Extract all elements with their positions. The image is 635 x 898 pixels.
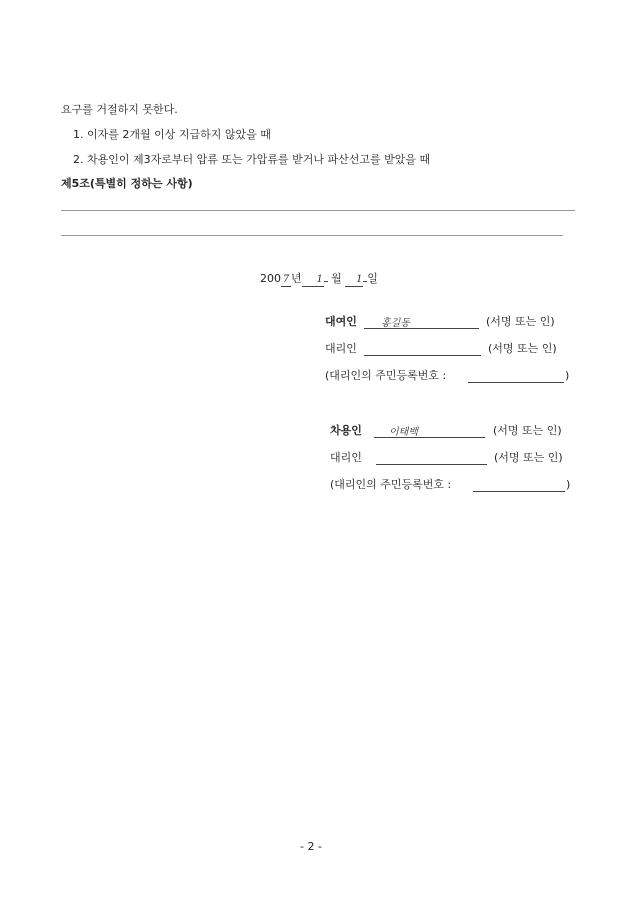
date-day-unit: 일 [367,272,378,285]
lender-agent-sign-note: (서명 또는 인) [488,342,557,355]
lender-sign-note: (서명 또는 인) [486,315,555,328]
writing-line-2 [61,235,563,236]
borrower-agent-signature-line [376,464,487,465]
page-number: - 2 - [300,840,322,853]
lender-agent-signature-line [364,355,481,356]
borrower-agent-sign-note: (서명 또는 인) [494,451,563,464]
lender-agent-id-close: ) [565,369,570,382]
borrower-sign-note: (서명 또는 인) [493,424,562,437]
date-year-digit: 7 [282,274,290,285]
borrower-agent-id-label: (대리인의 주민등록번호 : [330,478,452,491]
contract-date [260,268,378,287]
lender-agent-id-label: (대리인의 주민등록번호 : [325,369,447,382]
list-item-1: 1. 이자를 2개월 이상 지급하지 않았을 때 [73,128,271,141]
article-5-heading: 제5조(특별히 정하는 사항) [61,177,193,190]
intro-line: 요구를 거절하지 못한다. [61,103,178,116]
writing-line-1 [61,210,575,211]
date-year-unit: 년 [291,272,302,285]
lender-name: 홍길동 [381,318,410,329]
date-month-unit: 월 [331,272,342,285]
date-year-prefix: 200 [260,272,281,285]
borrower-agent-label: 대리인 [330,451,362,464]
borrower-agent-id-close: ) [566,478,571,491]
list-item-2: 2. 차용인이 제3자로부터 압류 또는 가압류를 받거나 파산선고를 받았을 때 [73,153,431,166]
lender-label: 대여인 [325,315,357,328]
date-day-value: 1 [356,274,363,285]
lender-agent-label: 대리인 [325,342,357,355]
lender-agent-id-line [468,382,564,383]
date-month-value: 1 [316,274,323,285]
borrower-agent-id-line [473,491,565,492]
borrower-name: 이태백 [389,427,418,438]
borrower-label: 차용인 [330,424,362,437]
